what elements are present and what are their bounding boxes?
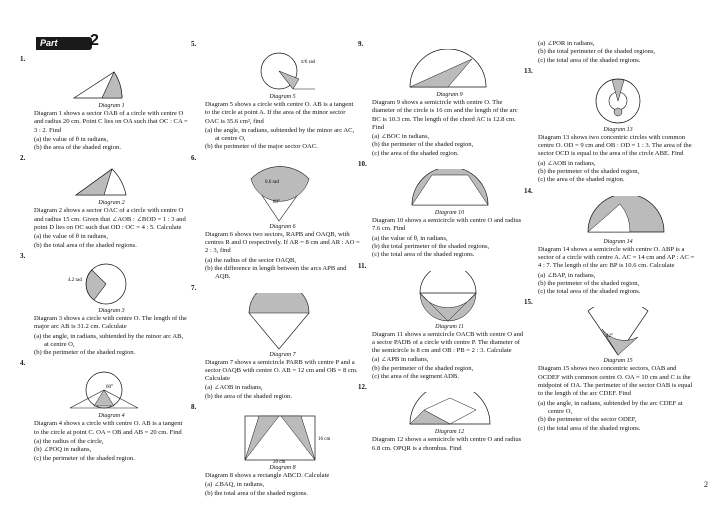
q8-text: Diagram 8 shows a rectangle ABCD. Calculate [205,472,330,480]
q6-number: 6. [191,153,197,162]
q15-figure [568,307,668,357]
q15-diagram [538,307,698,357]
q3-caption: Diagram 3 [98,307,125,314]
part-label: Part [40,38,58,48]
q8-diagram [205,412,360,464]
q1-text: Diagram 1 shows a sector OAB of a circle with centre O and radius 20 cm. Point C lies on OA such that OC : CA = 3 : 2. Find [34,110,188,134]
q10-diagram [372,169,527,209]
q8-figure [235,412,335,464]
q1-number: 1. [20,55,26,63]
q10-text: Diagram 10 shows a semicircle with centre O and radius 7.6 cm. Find [372,217,522,233]
q9-figure [402,49,502,91]
column-4 [524,40,698,433]
q13-figure [568,76,668,126]
q12-part-b: (b) the total perimeter of the shaded regions, [538,48,656,56]
part-header [36,32,99,50]
q7-figure [235,293,325,351]
q6-label-1: 0.6 rad [265,179,279,185]
q12-figure [402,392,502,428]
q7-text: Diagram 7 shows a semicircle PARB with centre P and a sector OAQB with centre O. AB = 12 cm and OB = 8 cm. Calculate [205,358,358,383]
q15-caption: Diagram 15 [603,358,633,365]
q3-part-b: (b) the perimeter of the shaded region. [34,349,136,357]
q12-part-c: (c) the total area of the shaded regions. [538,56,641,64]
q14-caption: Diagram 14 [603,238,633,245]
q5-angle-label: π/6 rad [301,60,316,65]
q6-part-a: (a) the radius of the sector OAQB, [205,256,297,264]
q14-part-b: (b) the perimeter of the shaded region, [538,279,640,287]
q11-diagram [372,271,527,323]
q14-number: 14. [524,186,533,195]
q10-part-a: (a) the value of θ, in radians, [372,234,448,242]
q11-part-c: (c) the area of the segment ADB. [372,373,459,381]
q5-text: Diagram 5 shows a circle with centre O. AB is a tangent to the circle at point A. If the area of the minor sector OAC is 35.6 cm², find [205,101,354,125]
q1-part-a: (a) the value of θ in radians, [34,135,109,143]
q7-part-b: (b) the area of the shaded region. [205,392,292,400]
q13-diagram [538,76,698,126]
q4-angle-label: 60° [106,385,113,391]
q5-figure [235,49,325,93]
page-number: 2 [704,480,708,489]
q14-diagram [538,196,698,238]
column-1 [20,55,189,463]
q11-text: Diagram 11 shows a semicircle OACB with centre O and a sector PADB of a circle with centre P. The diameter of the semicircle is 8 cm and OB : PB = 2 : 3. Calculate [372,330,524,355]
q12-caption: Diagram 12 [434,429,465,436]
q13-part-c: (c) the area of the shaded region. [538,176,625,184]
q10-caption: Diagram 10 [434,210,465,217]
q7-number: 7. [191,283,197,292]
q7-part-a: (a) ∠AOB in radians, [205,384,263,392]
part-number: 2 [90,32,99,49]
q8-label-2: 20 cm [273,460,286,465]
q5-part-b: (b) the perimeter of the major sector OAC. [205,143,318,151]
q9-part-b: (b) the perimeter of the shaded region, [372,141,474,149]
q4-part-b: (b) ∠POQ in radians, [34,446,92,454]
q9-diagram [372,49,527,91]
q4-part-c: (c) the perimeter of the shaded region. [34,454,135,462]
q7-caption: Diagram 7 [269,351,296,358]
q6-part-b: (b) the difference in length between the arcs APB and AQB. [205,264,347,281]
q2-part-b: (b) the total area of the shaded regions. [34,241,137,249]
q4-part-a: (a) the radius of the circle, [34,438,104,446]
q13-caption: Diagram 13 [603,126,633,133]
q5-caption: Diagram 5 [269,94,296,100]
q3-diagram [34,261,189,307]
q6-figure [235,163,325,223]
q14-part-a: (a) ∠BAP, in radians, [538,271,596,279]
q10-number: 10. [358,160,367,169]
q5-diagram [205,49,360,93]
q1-figure [64,64,144,102]
q8-label-1: 16 cm [318,437,331,443]
q13-number: 13. [524,66,533,75]
q6-text: Diagram 6 shows two sectors, RAPB and OAQB, with centres R and O respectively. If AR = 8 cm and AR : AO = 2 : 3, find [205,230,360,255]
q9-part-a: (a) ∠BOC in radians, [372,133,430,141]
q15-part-c: (c) the total area of the shaded regions. [538,424,641,432]
q6-diagram [205,163,360,223]
q14-text: Diagram 14 shows a semicircle with centre O. ABP is a sector of a circle with centre A. AC = 14 cm and AP : AC = 4 : 7. The length of the arc BP is 10.6 cm. Calculate [538,245,695,270]
q11-number: 11. [358,261,367,270]
q1-part-b: (b) the area of the shaded region. [34,144,121,152]
q14-part-c: (c) the total area of the shaded regions. [538,288,641,296]
q4-figure [64,368,144,412]
q10-part-c: (c) the total area of the shaded regions. [372,251,475,259]
q2-diagram [34,163,189,199]
q7-diagram [205,293,360,351]
q1-caption: Diagram 1 [98,103,125,109]
q2-figure [64,163,144,199]
q15-part-a: (a) the angle, in radians, subtended by the arc CDEF at centre O, [538,399,683,415]
q8-part-b: (b) the total area of the shaded regions. [205,489,308,497]
q15-part-b: (b) the perimeter of the sector ODEF, [538,416,637,424]
q3-figure [64,261,144,307]
q15-number: 15. [524,298,533,307]
q12-number: 12. [358,383,367,392]
q4-diagram [34,368,189,412]
q8-caption: Diagram 8 [269,465,296,472]
q13-part-b: (b) the perimeter of the shaded region, [538,168,640,176]
q3-text: Diagram 3 shows a circle with centre O. The length of the major arc AB is 31.2 cm. Calculate [34,314,187,331]
q11-part-b: (b) the perimeter of the shaded region, [372,364,474,372]
q9-number: 9. [358,40,364,48]
q13-part-a: (a) ∠AOB in radians, [538,159,596,167]
q4-text: Diagram 4 shows a circle with centre O. AB is a tangent to the circle at point C. OA = OB and AB = 20 cm. Find [34,420,183,436]
q10-figure [402,169,502,209]
q11-part-a: (a) ∠APB in radians, [372,356,429,364]
q12-part-a: (a) ∠POR in radians, [538,40,595,47]
q12-text: Diagram 12 shows a semicircle with centre O and radius 6.8 cm. OPQR is a rhombus. Find [372,436,522,452]
q3-angle-label: 4.2 rad [68,277,82,283]
q2-text: Diagram 2 shows a sector OAC of a circle with centre O and radius 15 cm. Given that ∠AOB : ∠BOD = 1 : 3 and point D lies on OC such that OD : OC = 4 : 5. Calculate [34,207,186,232]
q2-caption: Diagram 2 [98,200,125,207]
q11-figure [402,271,502,323]
q12-diagram [372,392,527,428]
q4-caption: Diagram 4 [98,413,125,420]
q8-part-a: (a) ∠BAQ, in radians, [205,481,265,489]
q5-part-a: (a) the angle, in radians, subtended by the minor arc AC, at centre O, [205,126,355,143]
q3-part-a: (a) the angle, in radians, subtended by the minor arc AB, at centre O, [34,332,184,348]
q15-text: Diagram 15 shows two concentric sectors, OAB and OCDEF with common centre O. OA = 10 cm and C is the midpoint of OA. The perimeter of the sector OAB is equal to the length of the arc CDEF. Find [538,365,693,398]
q9-text: Diagram 9 shows a semicircle with centre O. The diameter of the circle is 16 cm and the length of the arc BC is 10.3 cm. The length of the chord AC is 12.8 cm. Find [372,99,518,131]
q9-caption: Diagram 9 [436,92,463,98]
q15-angle-label: 42° [606,334,613,340]
q5-number: 5. [191,40,197,48]
q8-number: 8. [191,403,197,412]
q14-figure [568,196,678,238]
q4-number: 4. [20,359,26,368]
q2-number: 2. [20,154,26,163]
q10-part-b: (b) the total perimeter of the shaded regions, [372,242,490,250]
q9-part-c: (c) the area of the shaded region. [372,149,459,157]
column-2 [191,40,360,498]
column-3 [358,40,527,454]
q6-label-2: 80° [273,199,280,205]
q13-text: Diagram 13 shows two concentric circles with common centre O. OD = 9 cm and OB : OD = 1 : 3. The area of the sector OCD is equal to the area of the circle ABE. Find [538,133,692,158]
q6-caption: Diagram 6 [269,223,296,230]
q3-number: 3. [20,251,26,260]
q11-caption: Diagram 11 [435,323,464,330]
q2-part-a: (a) the value of θ in radians, [34,233,109,241]
q1-diagram [34,64,189,102]
